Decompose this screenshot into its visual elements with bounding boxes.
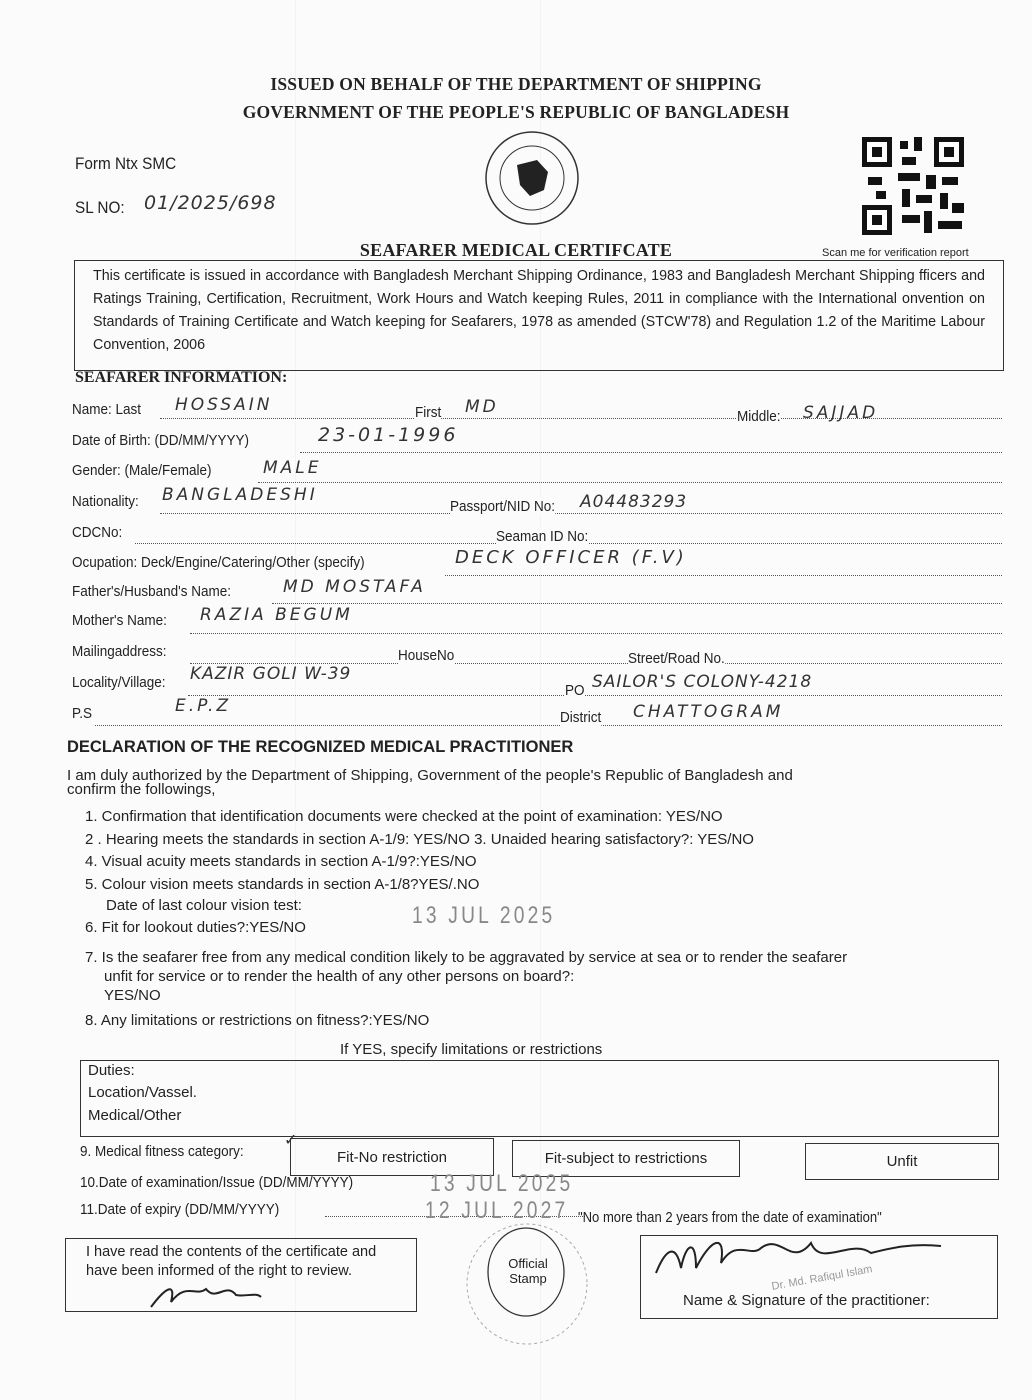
item-7: 7. Is the seafarer free from any medical condition likely to be aggravated by service at sea or to render the seafarer: [85, 949, 848, 966]
practitioner-label: Name & Signature of the practitioner:: [683, 1292, 930, 1309]
limit-duties: Duties:: [88, 1062, 135, 1079]
header-line-1: ISSUED ON BEHALF OF THE DEPARTMENT OF SHIPPING: [270, 74, 762, 94]
label-street: Street/Road No.: [628, 650, 725, 667]
label-ps: P.S: [72, 705, 93, 722]
item-5: 5. Colour vision meets standards in section A-1/8?YES/.NO: [85, 876, 480, 893]
value-gender[interactable]: MALE: [263, 458, 322, 478]
sl-label: SL NO:: [75, 198, 125, 217]
label-passport: Passport/NID No:: [450, 498, 556, 515]
expiry-date-label: 11.Date of expiry (DD/MM/YYYY): [80, 1201, 280, 1218]
intro-text: This certificate is issued in accordance with Bangladesh Merchant Shipping Ordinance, 1983 and Bangladesh Merchant Shipping fficers and Ratings Training, Certification, Recruitment, Work Hours and Watch keeping Rules, 2011 in compliance with the International onvention on Standards of Training Certificate and Watch keeping for Seafarers, 1978 as amended (STCW'78) and Regulation 1.2 of the Maritime Labour Convention, 2006: [93, 268, 985, 353]
item-6: 6. Fit for lookout duties?:YES/NO: [85, 919, 306, 936]
label-district: District: [560, 709, 602, 726]
form-number: Form Ntx SMC: [75, 154, 177, 173]
label-house: HouseNo: [398, 647, 455, 664]
if-yes-label: If YES, specify limitations or restrictions: [340, 1041, 603, 1058]
colour-test-date-stamp: 13 JUL 2025: [412, 902, 556, 929]
expiry-note: "No more than 2 years from the date of examination": [578, 1210, 882, 1226]
label-middle-name: Middle:: [737, 408, 781, 425]
limit-location: Location/Vassel.: [88, 1084, 197, 1101]
value-dob[interactable]: 23-01-1996: [318, 424, 459, 446]
colour-test-label: Date of last colour vision test:: [106, 897, 302, 914]
value-locality[interactable]: KAZIR GOLI W-39: [190, 664, 352, 684]
declaration-para-1: I am duly authorized by the Department of Shipping, Government of the people's Republic of Bangladesh and: [67, 767, 793, 784]
acknowledgement-box: [65, 1238, 417, 1312]
official-stamp-text: Official Stamp: [508, 1256, 548, 1286]
label-dob: Date of Birth: (DD/MM/YYYY): [72, 432, 250, 449]
value-occupation[interactable]: DECK OFFICER (F.V): [455, 547, 687, 568]
label-occupation: Ocupation: Deck/Engine/Catering/Other (specify): [72, 554, 365, 571]
acknowledgement-text: I have read the contents of the certificate and have been informed of the right to review.: [86, 1244, 377, 1279]
label-po: PO: [565, 682, 585, 699]
label-locality: Locality/Village:: [72, 674, 166, 691]
limit-medical: Medical/Other: [88, 1107, 182, 1124]
exam-date-stamp: 13 JUL 2025: [430, 1170, 574, 1197]
practitioner-box: [640, 1235, 998, 1319]
label-nationality: Nationality:: [72, 493, 139, 510]
label-last-name: Name: Last: [72, 401, 142, 418]
fitness-option-fit-subject[interactable]: Fit-subject to restrictions: [512, 1140, 740, 1177]
item-8: 8. Any limitations or restrictions on fitness?:YES/NO: [85, 1012, 430, 1029]
item-4: 4. Visual acuity meets standards in section A-1/9?:YES/NO: [85, 853, 477, 870]
seafarer-signature-icon: [146, 1277, 266, 1317]
value-father[interactable]: MD MOSTAFA: [283, 577, 426, 597]
government-seal-icon: [482, 130, 582, 230]
fitness-category-label: 9. Medical fitness category:: [80, 1143, 244, 1160]
qr-code-icon[interactable]: [862, 137, 966, 237]
exam-date-label: 10.Date of examination/Issue (DD/MM/YYYY): [80, 1174, 354, 1191]
label-gender: Gender: (Male/Female): [72, 462, 212, 479]
value-nationality[interactable]: BANGLADESHI: [162, 485, 318, 505]
label-father: Father's/Husband's Name:: [72, 583, 231, 600]
declaration-para-2: confirm the followings,: [67, 781, 216, 798]
value-middle-name[interactable]: SAJJAD: [803, 403, 879, 423]
official-stamp-icon: [462, 1222, 592, 1352]
label-mailing: Mailingaddress:: [72, 643, 167, 660]
intro-box: [74, 260, 1004, 371]
value-first-name[interactable]: MD: [465, 397, 499, 417]
value-district[interactable]: CHATTOGRAM: [633, 702, 784, 722]
certificate-title: SEAFARER MEDICAL CERTIFCATE: [359, 240, 673, 260]
value-ps[interactable]: E.P.Z: [175, 696, 232, 716]
seafarer-info-heading: SEAFARER INFORMATION:: [75, 369, 288, 386]
value-passport[interactable]: A04483293: [580, 492, 688, 512]
declaration-heading: DECLARATION OF THE RECOGNIZED MEDICAL PRACTITIONER: [67, 738, 574, 756]
value-last-name[interactable]: HOSSAIN: [175, 395, 273, 415]
expiry-date-stamp: 12 JUL 2027: [425, 1197, 569, 1224]
fitness-option-fit-no-restriction[interactable]: Fit-No restriction: [290, 1138, 494, 1176]
label-mother: Mother's Name:: [72, 612, 167, 629]
qr-caption: Scan me for verification report: [822, 247, 969, 259]
header-line-2: GOVERNMENT OF THE PEOPLE'S REPUBLIC OF BANGLADESH: [242, 102, 790, 122]
item-1: 1. Confirmation that identification documents were checked at the point of examination: YES/NO: [85, 808, 723, 825]
fitness-option-unfit[interactable]: Unfit: [805, 1143, 999, 1180]
item-2-3: 2 . Hearing meets the standards in section A-1/9: YES/NO 3. Unaided hearing satisfactory?: YES/NO: [85, 831, 754, 848]
sl-number: 01/2025/698: [144, 192, 277, 214]
label-seaman-id: Seaman ID No:: [496, 528, 589, 545]
item-7-cont: unfit for service or to render the health of any other persons on board?:: [104, 968, 575, 985]
practitioner-seal-text: Dr. Md. Rafiqul Islam: [770, 1263, 874, 1293]
label-cdc: CDCNo:: [72, 524, 123, 541]
limitations-box: [80, 1060, 999, 1137]
value-po[interactable]: SAILOR'S COLONY-4218: [592, 672, 813, 692]
label-first-name: First: [415, 404, 442, 421]
item-7-answer: YES/NO: [104, 987, 161, 1004]
checkmark-icon: ✓: [284, 1130, 301, 1149]
value-mother[interactable]: RAZIA BEGUM: [200, 605, 353, 625]
